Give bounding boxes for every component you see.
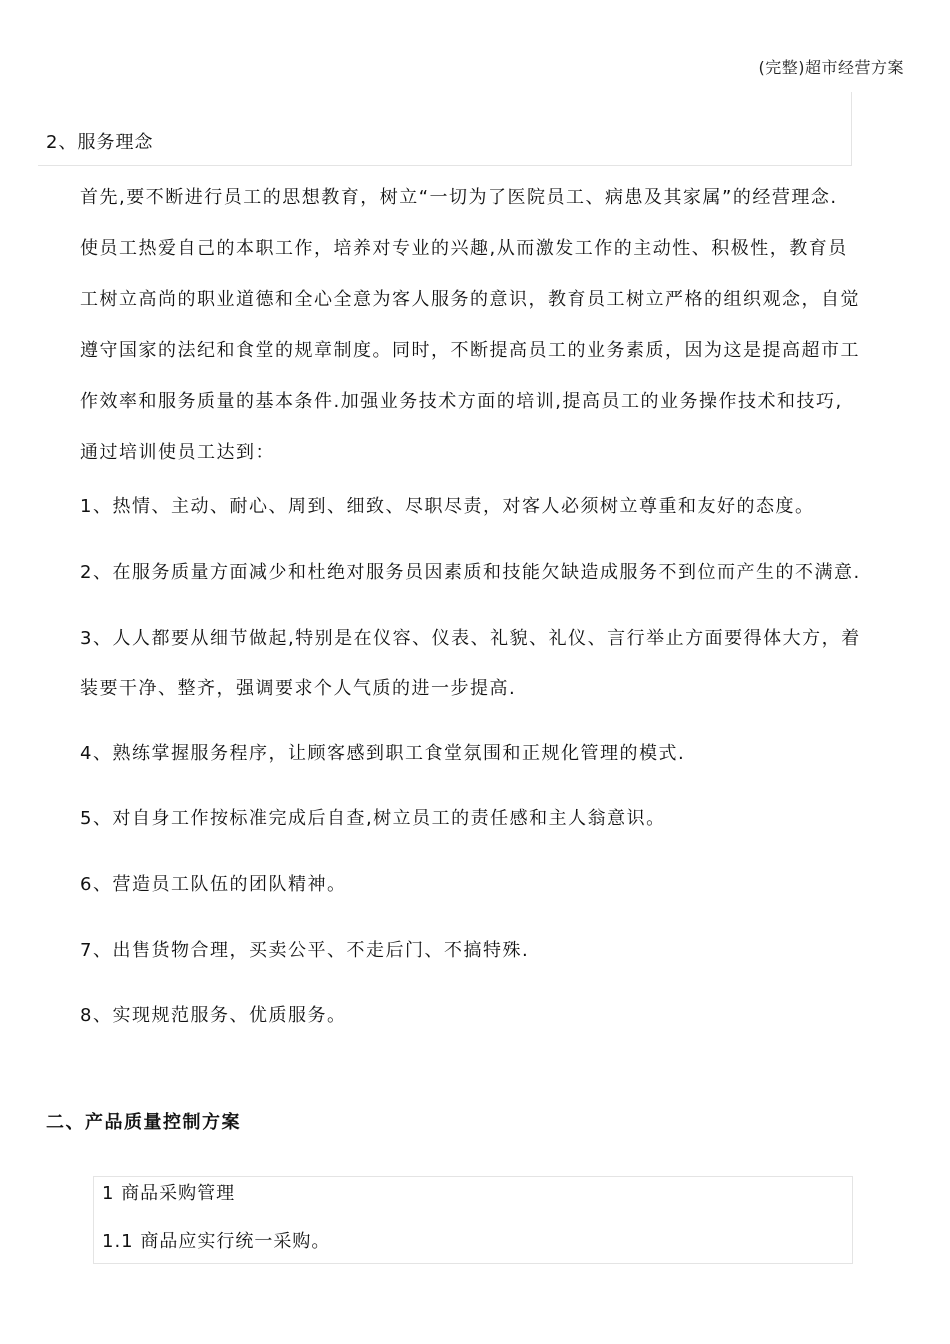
list-item: 5、对自身工作按标准完成后自查,树立员工的责任感和主人翁意识。 (80, 808, 666, 829)
service-section-title: 2、服务理念 (46, 132, 154, 153)
list-item: 1、热情、主动、耐心、周到、细致、尽职尽责，对客人必须树立尊重和友好的态度。 (80, 496, 815, 517)
list-item: 8、实现规范服务、优质服务。 (80, 1005, 347, 1026)
list-item: 4、熟练掌握服务程序，让顾客感到职工食堂氛围和正规化管理的模式. (80, 743, 686, 764)
list-item: 7、出售货物合理，买卖公平、不走后门、不搞特殊. (80, 940, 530, 961)
list-item: 2、在服务质量方面减少和杜绝对服务员因素质和技能欠缺造成服务不到位而产生的不满意. (80, 562, 861, 583)
procurement-item: 1.1 商品应实行统一采购。 (102, 1231, 331, 1252)
paragraph-line: 通过培训使员工达到： (80, 442, 275, 463)
service-intro-paragraph (80, 172, 908, 478)
document-header-title: (完整)超市经营方案 (758, 58, 904, 77)
paragraph-line: 使员工热爱自己的本职工作，培养对专业的兴趣,从而激发工作的主动性、积极性，教育员 (80, 238, 848, 259)
quality-section-heading: 二、产品质量控制方案 (46, 1112, 241, 1133)
procurement-subtitle: 1 商品采购管理 (102, 1183, 236, 1204)
paragraph-line: 工树立高尚的职业道德和全心全意为客人服务的意识，教育员工树立严格的组织观念，自觉 (80, 289, 860, 310)
list-item: 装要干净、整齐，强调要求个人气质的进一步提高. (80, 678, 517, 699)
paragraph-line: 作效率和服务质量的基本条件.加强业务技术方面的培训,提高员工的业务操作技术和技巧, (80, 391, 843, 412)
service-section-box (38, 92, 852, 166)
list-item: 6、营造员工队伍的团队精神。 (80, 874, 347, 895)
paragraph-line: 首先,要不断进行员工的思想教育，树立“一切为了医院员工、病患及其家属”的经营理念. (80, 187, 838, 208)
paragraph-line: 遵守国家的法纪和食堂的规章制度。同时，不断提高员工的业务素质，因为这是提高超市工 (80, 340, 860, 361)
procurement-box (93, 1176, 853, 1264)
list-item: 3、人人都要从细节做起,特别是在仪容、仪表、礼貌、礼仪、言行举止方面要得体大方，着 (80, 628, 861, 649)
